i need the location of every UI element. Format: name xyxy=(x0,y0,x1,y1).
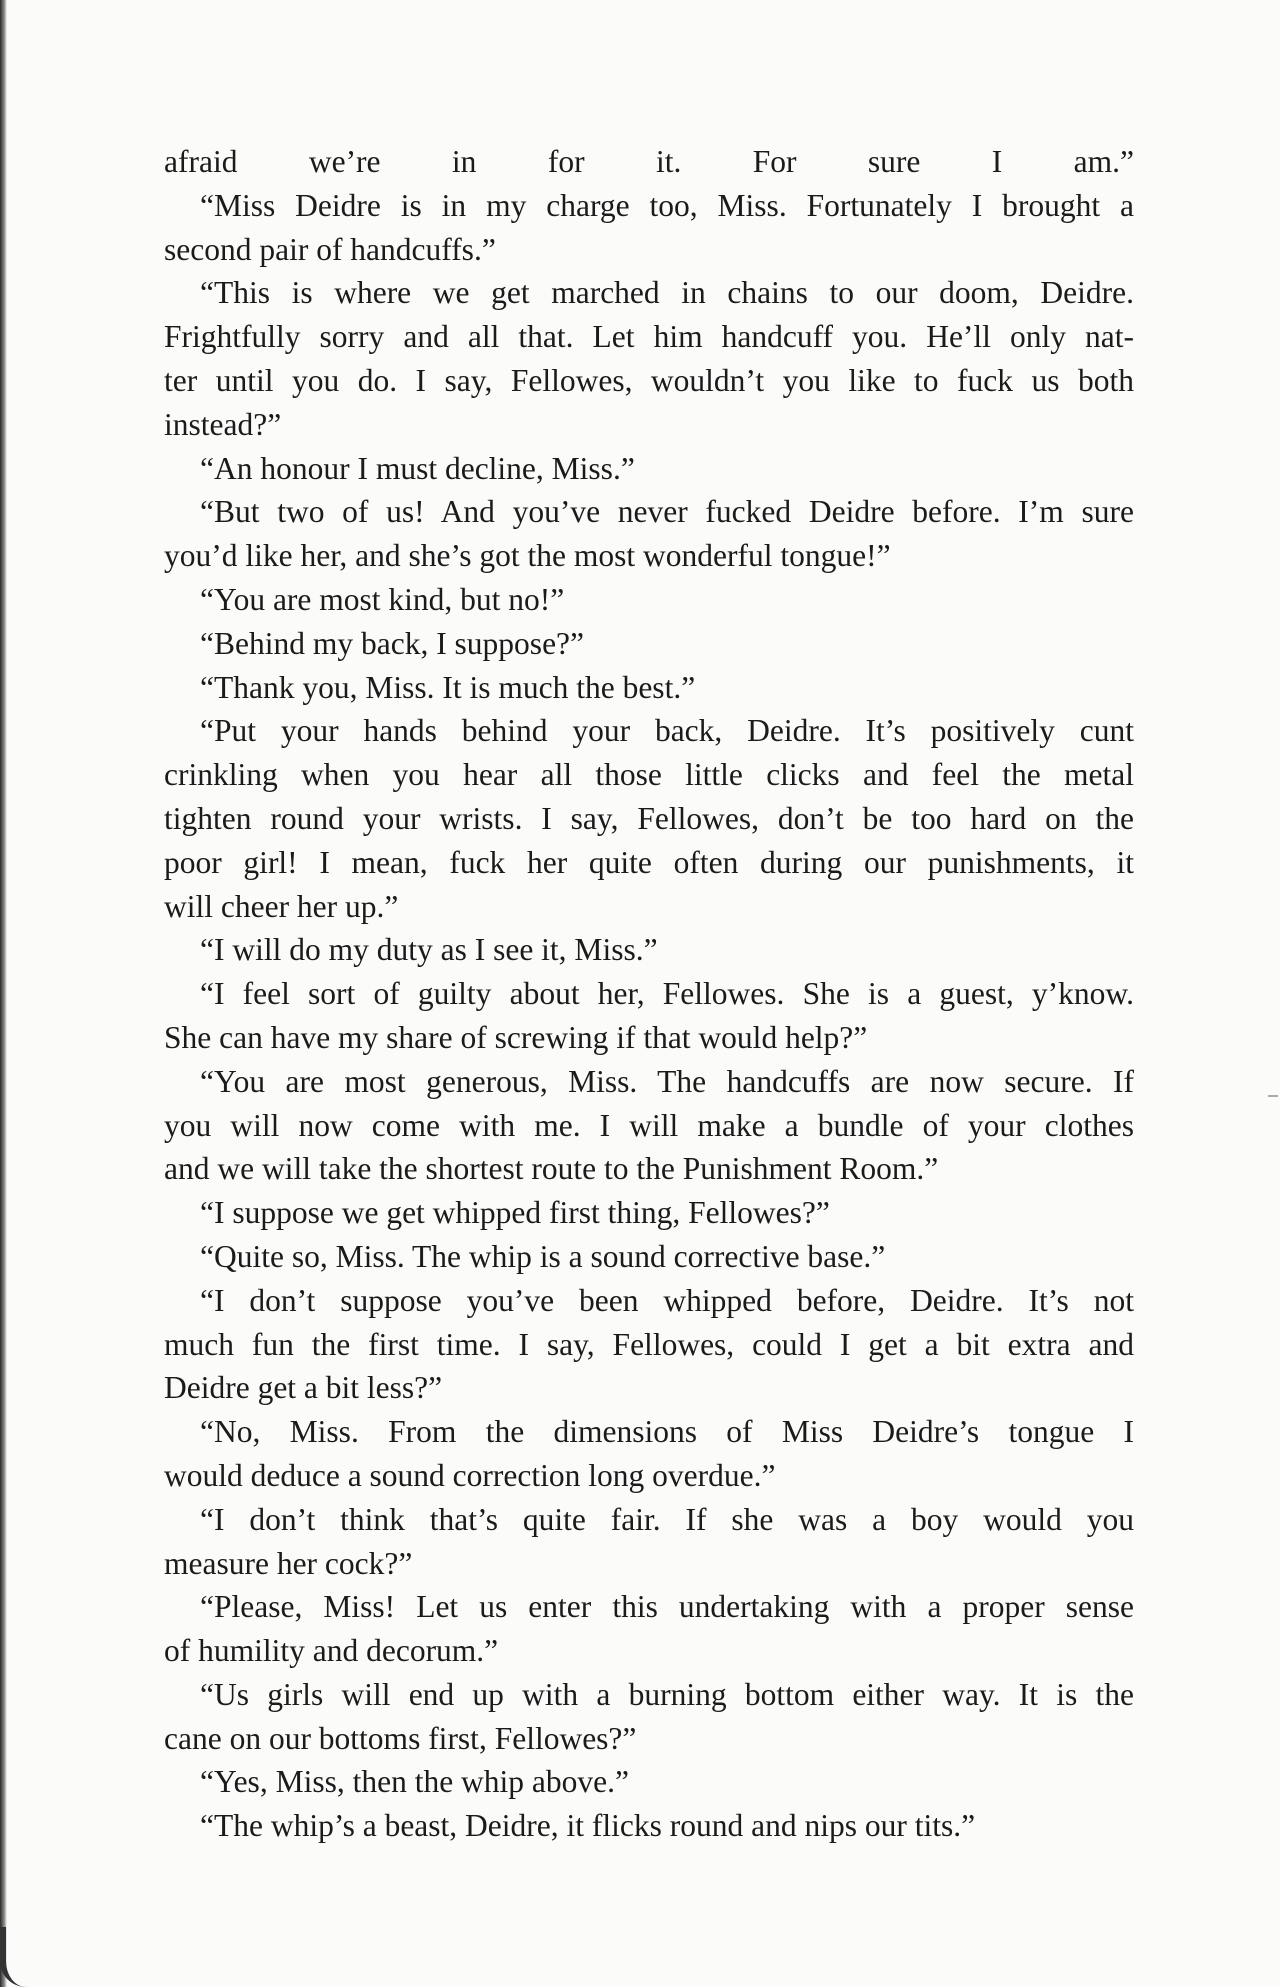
text-line: you will now come with me. I will make a bundle of your clothes xyxy=(164,1107,1134,1143)
text-line: “I feel sort of guilty about her, Fellowes. She is a guest, y’know. xyxy=(200,976,1134,1012)
text-line: “I don’t think that’s quite fair. If she was a boy would you xyxy=(200,1501,1134,1537)
text-line: “I suppose we get whipped first thing, Fellowes?” xyxy=(200,1195,830,1231)
text-line: “Miss Deidre is in my charge too, Miss. Fortunately I brought a xyxy=(200,187,1134,223)
text-line: measure her cock?” xyxy=(164,1545,413,1581)
text-line: “Yes, Miss, then the whip above.” xyxy=(200,1764,630,1800)
text-line: ter until you do. I say, Fellowes, wouldn’t you like to fuck us both xyxy=(164,362,1134,398)
text-line: “I don’t suppose you’ve been whipped before, Deidre. It’s not xyxy=(200,1282,1134,1318)
text-line: “The whip’s a beast, Deidre, it flicks round and nips our tits.” xyxy=(200,1808,976,1844)
text-line: “You are most kind, but no!” xyxy=(200,581,565,617)
page-left-edge xyxy=(0,0,7,1987)
margin-mark xyxy=(1268,1095,1278,1097)
text-line: “Behind my back, I suppose?” xyxy=(200,625,585,661)
text-line: you’d like her, and she’s got the most wonderful tongue!” xyxy=(164,538,891,574)
text-line: Frightfully sorry and all that. Let him handcuff you. He’ll only nat- xyxy=(164,319,1134,355)
text-line: “Quite so, Miss. The whip is a sound corrective base.” xyxy=(200,1238,886,1274)
text-line: instead?” xyxy=(164,406,282,442)
text-line: She can have my share of screwing if that would help?” xyxy=(164,1019,868,1055)
text-line: “This is where we get marched in chains to our doom, Deidre. xyxy=(200,275,1134,311)
text-line: much fun the first time. I say, Fellowes, could I get a bit extra and xyxy=(164,1326,1134,1362)
text-line: and we will take the shortest route to the Punishment Room.” xyxy=(164,1151,939,1187)
text-line: crinkling when you hear all those little clicks and feel the metal xyxy=(164,757,1134,793)
text-line: “Put your hands behind your back, Deidre. It’s positively cunt xyxy=(200,713,1134,749)
text-line: “Please, Miss! Let us enter this undertaking with a proper sense xyxy=(200,1589,1134,1625)
text-line: “An honour I must decline, Miss.” xyxy=(200,450,635,486)
text-line: will cheer her up.” xyxy=(164,888,399,924)
text-line: afraid we’re in for it. For sure I am.” xyxy=(164,144,1134,179)
text-line: tighten round your wrists. I say, Fellowes, don’t be too hard on the xyxy=(164,800,1134,836)
text-line: “I will do my duty as I see it, Miss.” xyxy=(200,932,658,968)
text-line: would deduce a sound correction long overdue.” xyxy=(164,1457,776,1493)
text-line: Deidre get a bit less?” xyxy=(164,1370,443,1406)
page-text xyxy=(164,140,1134,1848)
text-line: second pair of handcuffs.” xyxy=(164,231,496,267)
text-line: “But two of us! And you’ve never fucked Deidre before. I’m sure xyxy=(200,494,1134,530)
text-line: “No, Miss. From the dimensions of Miss Deidre’s tongue I xyxy=(200,1414,1134,1450)
text-line: “You are most generous, Miss. The handcuffs are now secure. If xyxy=(200,1063,1134,1099)
text-line: poor girl! I mean, fuck her quite often during our punishments, it xyxy=(164,844,1134,880)
text-line: of humility and decorum.” xyxy=(164,1633,499,1669)
text-line: “Thank you, Miss. It is much the best.” xyxy=(200,669,696,705)
text-line: cane on our bottoms first, Fellowes?” xyxy=(164,1720,637,1756)
text-line: “Us girls will end up with a burning bottom either way. It is the xyxy=(200,1676,1134,1712)
